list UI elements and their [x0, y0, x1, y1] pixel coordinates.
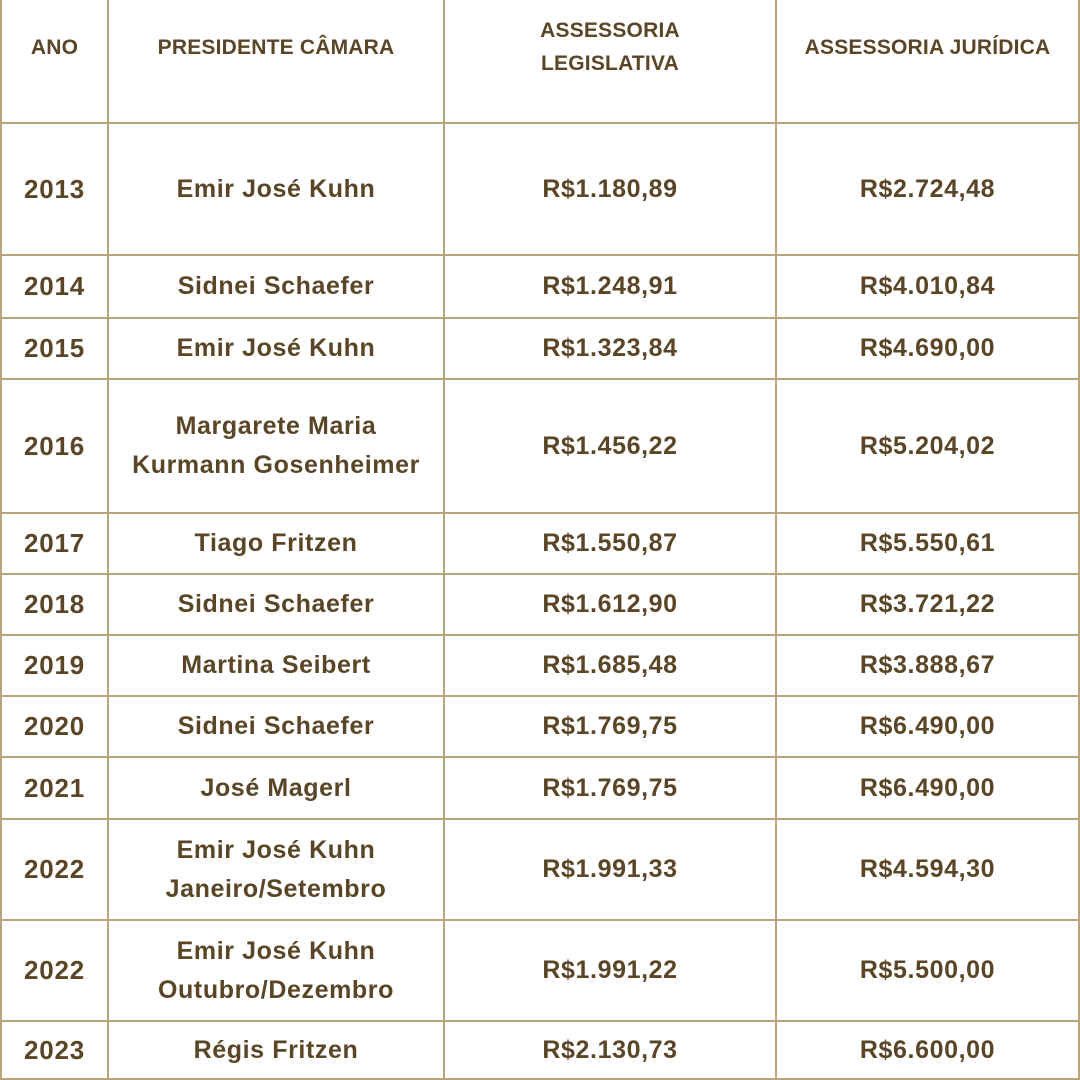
cell-ano: 2021 [0, 758, 107, 818]
cell-assessoria-legislativa: R$1.769,75 [443, 697, 775, 756]
header-assessoria-juridica: ASSESSORIA JURÍDICA [775, 0, 1080, 122]
cell-assessoria-legislativa: R$1.769,75 [443, 758, 775, 818]
cell-assessoria-juridica: R$4.594,30 [775, 820, 1080, 919]
cell-assessoria-legislativa: R$1.180,89 [443, 124, 775, 254]
cell-assessoria-juridica: R$3.721,22 [775, 575, 1080, 634]
cell-presidente: Martina Seibert [107, 636, 443, 695]
table-row [0, 756, 1080, 818]
cell-ano: 2015 [0, 319, 107, 378]
cell-assessoria-legislativa: R$1.612,90 [443, 575, 775, 634]
cell-assessoria-legislativa: R$2.130,73 [443, 1022, 775, 1078]
cell-ano: 2014 [0, 256, 107, 317]
table-row [0, 634, 1080, 695]
cell-ano: 2020 [0, 697, 107, 756]
cell-presidente: José Magerl [107, 758, 443, 818]
cell-presidente: Emir José Kuhn [107, 124, 443, 254]
cell-presidente: Sidnei Schaefer [107, 256, 443, 317]
cell-ano: 2016 [0, 380, 107, 512]
table-row [0, 919, 1080, 1020]
cell-ano: 2019 [0, 636, 107, 695]
cell-assessoria-juridica: R$5.204,02 [775, 380, 1080, 512]
cell-assessoria-juridica: R$4.690,00 [775, 319, 1080, 378]
table-row [0, 512, 1080, 573]
table-row [0, 573, 1080, 634]
cell-assessoria-juridica: R$5.550,61 [775, 514, 1080, 573]
table-header-row [0, 0, 1080, 122]
table-row [0, 317, 1080, 378]
cell-presidente: Margarete Maria Kurmann Gosenheimer [107, 380, 443, 512]
cell-ano: 2013 [0, 124, 107, 254]
table-row [0, 122, 1080, 254]
cell-presidente: Emir José Kuhn [107, 319, 443, 378]
cell-ano: 2023 [0, 1022, 107, 1078]
table-row [0, 1020, 1080, 1080]
cell-presidente: Tiago Fritzen [107, 514, 443, 573]
cell-assessoria-legislativa: R$1.323,84 [443, 319, 775, 378]
cell-presidente: Régis Fritzen [107, 1022, 443, 1078]
cell-assessoria-juridica: R$6.490,00 [775, 697, 1080, 756]
cell-assessoria-juridica: R$6.490,00 [775, 758, 1080, 818]
cell-assessoria-juridica: R$2.724,48 [775, 124, 1080, 254]
cell-assessoria-legislativa: R$1.550,87 [443, 514, 775, 573]
cell-assessoria-legislativa: R$1.991,22 [443, 921, 775, 1020]
cell-ano: 2022 [0, 921, 107, 1020]
cell-assessoria-juridica: R$4.010,84 [775, 256, 1080, 317]
header-assessoria-legislativa: ASSESSORIA LEGISLATIVA [443, 0, 775, 122]
cell-assessoria-legislativa: R$1.685,48 [443, 636, 775, 695]
cell-presidente: Emir José Kuhn Outubro/Dezembro [107, 921, 443, 1020]
header-presidente-camara: PRESIDENTE CÂMARA [107, 0, 443, 122]
cell-assessoria-legislativa: R$1.248,91 [443, 256, 775, 317]
table-row [0, 818, 1080, 919]
header-ano: ANO [0, 0, 107, 122]
cell-assessoria-legislativa: R$1.456,22 [443, 380, 775, 512]
cell-assessoria-juridica: R$3.888,67 [775, 636, 1080, 695]
cell-presidente: Emir José Kuhn Janeiro/Setembro [107, 820, 443, 919]
cell-ano: 2022 [0, 820, 107, 919]
table-row [0, 378, 1080, 512]
cell-presidente: Sidnei Schaefer [107, 575, 443, 634]
table-row [0, 695, 1080, 756]
cell-assessoria-legislativa: R$1.991,33 [443, 820, 775, 919]
table-row [0, 254, 1080, 317]
cell-ano: 2017 [0, 514, 107, 573]
cell-presidente: Sidnei Schaefer [107, 697, 443, 756]
cell-ano: 2018 [0, 575, 107, 634]
cell-assessoria-juridica: R$6.600,00 [775, 1022, 1080, 1078]
cell-assessoria-juridica: R$5.500,00 [775, 921, 1080, 1020]
